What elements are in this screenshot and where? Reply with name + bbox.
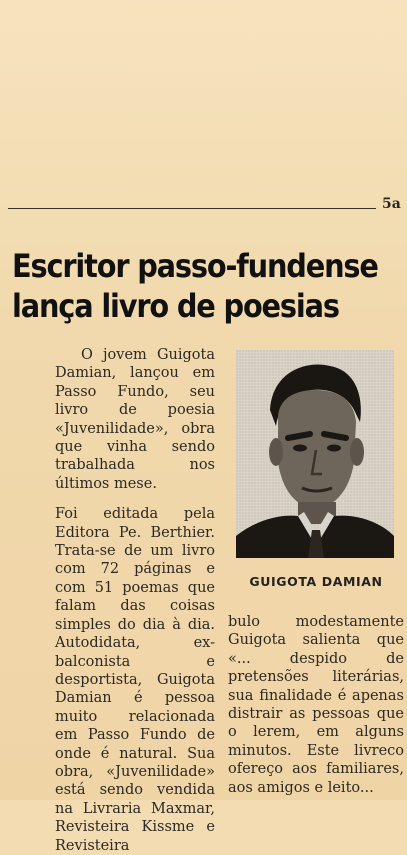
article-column-right (228, 613, 404, 797)
headline (12, 246, 378, 326)
article-paragraph-1: O jovem Guigota Damian, lançou em Passo Fundo, seu livro de poesia «Juvenilidade», obra que vinha sendo trabalhada nos últimos mese. (55, 347, 215, 492)
headline-line-2: lança livro de poesias (12, 287, 339, 325)
article-column-left (55, 346, 215, 855)
author-photo (236, 350, 394, 558)
header-rule (8, 208, 376, 209)
page-number: 5a (382, 196, 401, 212)
article-paragraph-3: bulo modestamente Guigota salienta que «... despido de pretensões literárias, sua finalidade é apenas distrair as pessoas que o lerem, em alguns minutos. Este livreco ofereço aos familiares, aos amigos e leito... (228, 614, 404, 796)
headline-line-1: Escritor passo-fundense (12, 247, 378, 285)
photo-caption: GUIGOTA DAMIAN (249, 574, 383, 589)
article-paragraph-2: Foi editada pela Editora Pe. Berthier. Trata-se de um livro com 72 páginas e com 51 poemas que falam das coisas simples do dia à dia. Autodidata, ex-balconista e desportista, Guigota Damian é pessoa muito relacionada em Passo Fundo de onde é natural. Sua obra, «Juvenilidade» está sendo vendida na Livraria Maxmar, Revisteira Kissme e Revisteira (55, 506, 215, 854)
portrait-image (236, 350, 394, 558)
